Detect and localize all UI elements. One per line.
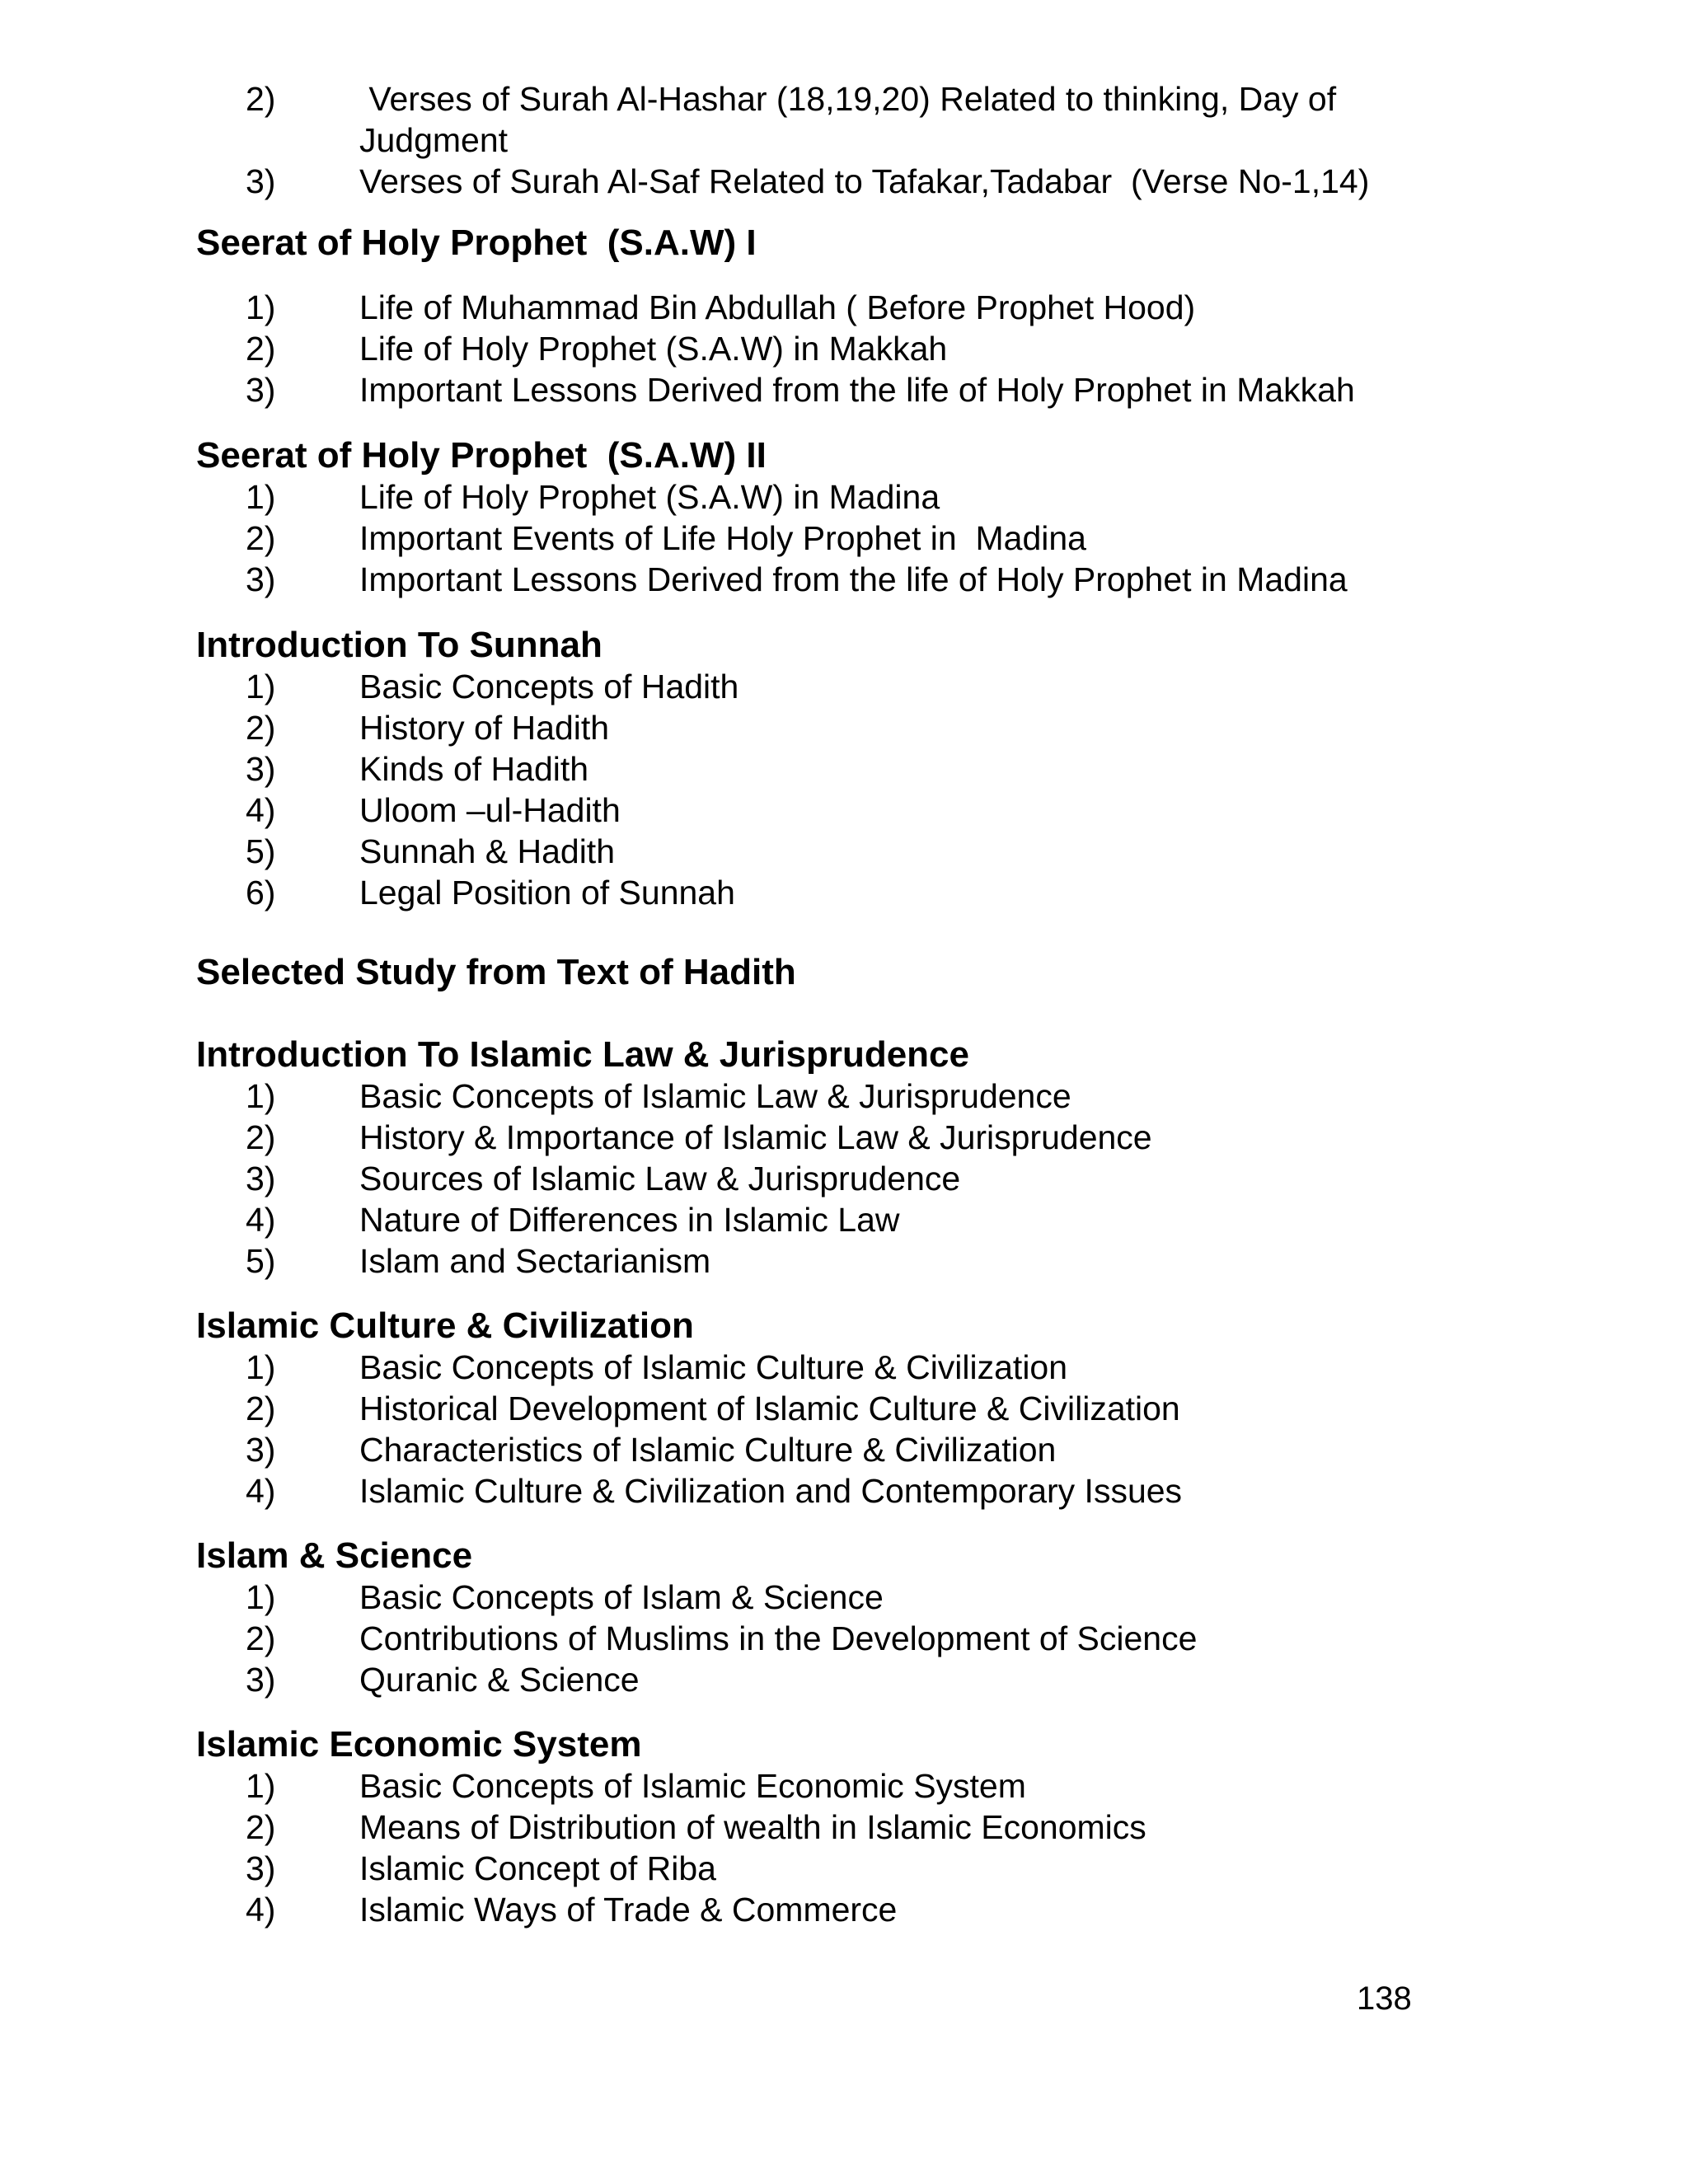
list-item-text: Basic Concepts of Islamic Law & Jurisprudence <box>359 1077 1071 1115</box>
list-item-number: 1) <box>246 478 276 516</box>
section-heading-seerat-1: Seerat of Holy Prophet (S.A.W) I <box>196 223 757 263</box>
list-item-number: 2) <box>246 80 276 118</box>
page-number: 138 <box>1357 1980 1412 2017</box>
list-item-number: 1) <box>246 1348 276 1386</box>
list-item-text: Judgment <box>359 121 509 159</box>
list-item-number: 3) <box>246 750 276 788</box>
list-item-number: 1) <box>246 1077 276 1115</box>
list-item-number: 3) <box>246 560 276 598</box>
list-item-text: Basic Concepts of Hadith <box>359 668 739 705</box>
list-item-text: Means of Distribution of wealth in Islamic Economics <box>359 1808 1146 1846</box>
list-item-text: Kinds of Hadith <box>359 750 589 788</box>
list-item-number: 3) <box>246 1849 276 1887</box>
list-item-number: 2) <box>246 709 276 747</box>
list-item-text: Life of Holy Prophet (S.A.W) in Makkah <box>359 330 948 368</box>
section-heading-islamic-law: Introduction To Islamic Law & Jurisprudence <box>196 1034 969 1075</box>
section-heading-sunnah: Introduction To Sunnah <box>196 625 603 665</box>
list-item-number: 3) <box>246 1160 276 1197</box>
list-item-text: Life of Holy Prophet (S.A.W) in Madina <box>359 478 940 516</box>
list-item-text: Sunnah & Hadith <box>359 832 616 870</box>
list-item-number: 4) <box>246 1472 276 1510</box>
list-item-number: 6) <box>246 874 276 912</box>
section-heading-seerat-2: Seerat of Holy Prophet (S.A.W) II <box>196 435 767 476</box>
list-item-text: Islamic Ways of Trade & Commerce <box>359 1891 898 1929</box>
list-item-text: Historical Development of Islamic Culture & Civilization <box>359 1390 1180 1427</box>
list-item-number: 5) <box>246 1242 276 1280</box>
list-item-text: Important Events of Life Holy Prophet in Madina <box>359 519 1086 557</box>
section-heading-economic-system: Islamic Economic System <box>196 1724 642 1765</box>
list-item-text: History & Importance of Islamic Law & Jurisprudence <box>359 1118 1152 1156</box>
list-item-number: 3) <box>246 1431 276 1469</box>
list-item-text: Nature of Differences in Islamic Law <box>359 1201 900 1239</box>
list-item-number: 3) <box>246 371 276 409</box>
section-heading-culture: Islamic Culture & Civilization <box>196 1305 694 1346</box>
list-item-number: 1) <box>246 1767 276 1805</box>
list-item-number: 1) <box>246 668 276 705</box>
list-item-text: Important Lessons Derived from the life of Holy Prophet in Madina <box>359 560 1348 598</box>
list-item-text: History of Hadith <box>359 709 610 747</box>
list-item-number: 2) <box>246 1118 276 1156</box>
section-heading-science: Islam & Science <box>196 1535 473 1576</box>
list-item-number: 3) <box>246 1661 276 1699</box>
list-item-number: 4) <box>246 791 276 829</box>
list-item-number: 4) <box>246 1891 276 1929</box>
list-item-text: Important Lessons Derived from the life of Holy Prophet in Makkah <box>359 371 1355 409</box>
list-item-text: Sources of Islamic Law & Jurisprudence <box>359 1160 961 1197</box>
list-item-number: 1) <box>246 288 276 326</box>
list-item-number: 2) <box>246 1619 276 1657</box>
list-item-text: Uloom –ul-Hadith <box>359 791 621 829</box>
list-item-text: Islamic Concept of Riba <box>359 1849 716 1887</box>
list-item-text: Legal Position of Sunnah <box>359 874 735 912</box>
list-item-number: 2) <box>246 1390 276 1427</box>
list-item-number: 4) <box>246 1201 276 1239</box>
list-item-text: Basic Concepts of Islamic Culture & Civilization <box>359 1348 1068 1386</box>
list-item-text: Verses of Surah Al-Saf Related to Tafakar,Tadabar (Verse No-1,14) <box>359 162 1370 200</box>
list-item-text: Life of Muhammad Bin Abdullah ( Before Prophet Hood) <box>359 288 1196 326</box>
list-item-number: 2) <box>246 1808 276 1846</box>
list-item-text: Basic Concepts of Islamic Economic System <box>359 1767 1026 1805</box>
list-item-number: 1) <box>246 1578 276 1616</box>
list-item-text: Characteristics of Islamic Culture & Civilization <box>359 1431 1057 1469</box>
list-item-number: 2) <box>246 330 276 368</box>
list-item-number: 3) <box>246 162 276 200</box>
list-item-text: Islamic Culture & Civilization and Contemporary Issues <box>359 1472 1183 1510</box>
section-heading-hadith-text: Selected Study from Text of Hadith <box>196 952 796 992</box>
list-item-text: Contributions of Muslims in the Development of Science <box>359 1619 1198 1657</box>
list-item-text: Islam and Sectarianism <box>359 1242 711 1280</box>
list-item-number: 2) <box>246 519 276 557</box>
list-item-number: 5) <box>246 832 276 870</box>
list-item-text: Quranic & Science <box>359 1661 640 1699</box>
list-item-text: Basic Concepts of Islam & Science <box>359 1578 884 1616</box>
list-item-text: Verses of Surah Al-Hashar (18,19,20) Related to thinking, Day of <box>359 80 1337 118</box>
